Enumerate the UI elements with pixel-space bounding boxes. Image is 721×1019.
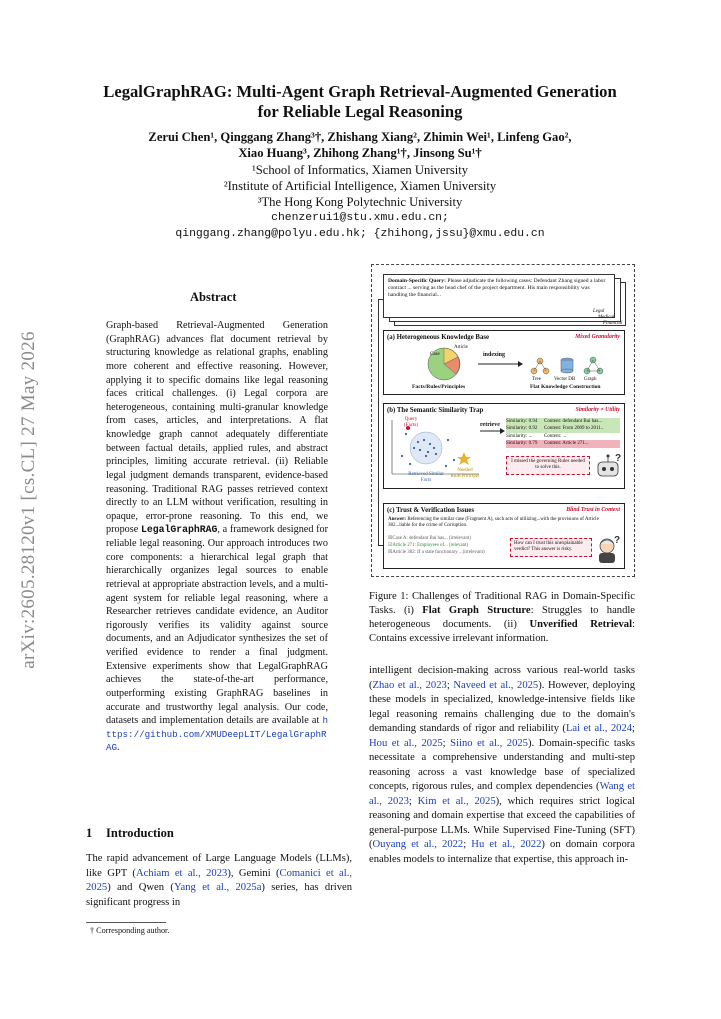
body-text: ), which requires strict logical reasoning and domain expertise that exceed the capabilities of general-purpose LLMs. While Supervised Fine-Tuning (SFT) ( [369,795,635,850]
panel-semantic-trap [383,403,625,489]
abstract-heading: Abstract [190,290,237,304]
stack-label-financial: Financial [603,321,623,326]
panel-c-tag: Blind Trust in Context [566,507,620,513]
body-text: ). However, deploying these models in specialized, knowledge-intensive fields like legal reasoning remains challenging due to the domain's demanding standards of rigor and reliability ( [369,679,635,734]
body-text: ; [463,839,472,850]
retrieve-label: retrieve [480,422,500,428]
email-line-2 [60,226,660,242]
evidence-text: Case A: defendant Bai has... (irrelevant) [392,536,471,541]
figure-1 [371,264,635,577]
tree-label: Tree [532,377,541,382]
article-label: Article [454,345,468,350]
body-text: intelligent decision-making across various real-world tasks ( [369,665,635,691]
footnote-divider [86,922,166,923]
intro-text: ), Gemini ( [227,867,280,879]
domain-stack-labels [593,309,623,327]
paper-header [60,82,660,242]
affiliation-3: ³The Hong Kong Polytechnic University [257,195,463,209]
affiliations [60,162,660,210]
case-label: Case [430,352,440,357]
answer-text: Referencing the similar case (Fragment A), such acts of utilizing...with the provisions of Article 382...liable for the crime of Corruption. [388,517,599,529]
arxiv-identifier [14,310,44,690]
retrieval-results [506,418,620,448]
author-list [60,129,660,161]
result-similarity: Similarity: 0.92 [506,426,538,432]
citation-link[interactable]: Comanici et al., 2025 [86,867,352,893]
abstract-text-2: , a framework designed for reliable legal reasoning. Our approach introduces two core components: a hierarchical legal graph that hierarchically organizes legal sources to enable retrieval at appropriate abstraction levels, and a multi-agent system for reliable legal reasoning, where a Researcher retrieves candidate evidence, an Auditor rigorously verifies its validity against source documents, and an Adjudicator synthesizes the set of verified evidence to render a final judgment. Extensive experiments show that LegalGraphRAG achieves the state-of-the-art performance, outperforming existing GraphRAG baselines in accurate and trustworthy legal analysis. Our code, datasets and implementation details are available at [106,524,328,727]
answer-label: Answer: [388,517,407,522]
figure-caption [369,590,635,646]
citation-link[interactable]: Yang et al., 2025a [173,882,262,893]
right-column-paragraph [369,664,635,867]
panel-trust-verification [383,503,625,569]
author-emails [60,210,660,242]
evidence-list [388,535,506,557]
svg-text:?: ? [614,535,621,546]
answer-block [388,517,620,530]
panel-a-title: (a) Heterogeneous Knowledge Base [387,334,490,341]
evidence-item-irrelevant: ☒Article 382: If a state functionary ...(irrelevant) [388,550,485,556]
body-text: ). Domain-specific tasks necessitate a comprehensive understanding and multi-step reasoning across a vast knowledge base of specialized concepts, rigorous rules, and complex dependencies ( [369,737,636,792]
needed-rule-label: Needed Rule/Principle [450,468,480,480]
citation-link[interactable]: Lai et al., 2024 [565,723,633,734]
result-row [506,433,620,440]
title-line-1: LegalGraphRAG: Multi-Agent Graph Retrieval-Augmented Generation [103,82,617,101]
caption-text: Figure 1: Challenges of Traditional RAG in Domain-Specific Tasks. (i) [369,591,635,616]
email-xmu[interactable]: {zhihong,jssu}@xmu.edu.cn [373,228,545,240]
intro-text: The rapid advancement of Large Language Models (LLMs), like GPT ( [86,853,352,879]
paper-title [60,82,660,122]
arxiv-id-text: arXiv:2605.28120v1 [cs.CL] 27 May 2026 [18,331,39,669]
intro-text: ) and Qwen ( [107,882,174,893]
evidence-item-irrelevant: ☒Case A: defendant Bai has... (irrelevant) [388,536,471,541]
result-similarity: Similarity: ... [506,433,533,439]
query-card [383,274,615,318]
abstract-text-1: Graph-based Retrieval-Augmented Generation (GraphRAG) advances flat document retrieval by structuring knowledge as relational graphs, enabling more coherent and effective reasoning. However, applying it to specific domains like legal reasoning faces critical challenges. (i) Legal corpora are heterogeneous, containing multi-granular knowledge from cases, articles, and interpretations. A flat knowledge graph cannot adequately differentiate between factual details, applied rules, and abstract principles, limiting accurate retrieval. (ii) Reliable legal judgment demands transparent, evidence-based reasoning. Traditional RAG passes retrieved context directly to an LLM without verification, resulting in opaque, error-prone reasoning. To this end, we propose [106,320,328,536]
abstract-end: . [117,742,120,754]
body-text: ; [446,679,454,691]
judge-icon [594,534,622,566]
query-label: Domain-Specific Query: [388,278,446,284]
section-title: Introduction [106,826,174,840]
authors-line-2: Xiao Huang³, Zhihong Zhang¹†, Jinsong Su¹† [238,146,482,160]
panel-c-title: (c) Trust & Verification Issues [387,507,474,514]
panel-a-tag: Mixed Granularity [575,334,620,340]
result-content: Content: Article 271... [544,441,589,447]
query-text-block [388,278,610,299]
intro-paragraph [86,852,352,910]
result-row [506,425,620,432]
citation-link[interactable]: Achiam et al., 2023 [135,867,228,879]
title-line-2: for Reliable Legal Reasoning [257,102,463,121]
missed-rules-bubble: I missed the governing Rules needed to solve this. [506,456,590,475]
affiliation-2: ²Institute of Artificial Intelligence, Xiamen University [223,179,497,193]
panel-b-title: (b) The Semantic Similarity Trap [387,407,484,414]
svg-text:?: ? [615,453,622,464]
body-text: ; [632,723,635,734]
email-polyu[interactable]: qinggang.zhang@polyu.edu.hk; [175,228,367,240]
citation-link[interactable]: Kim et al., 2025 [417,795,496,807]
section-heading-introduction [86,826,174,841]
citation-link[interactable]: Ouyang et al., 2022 [372,839,464,850]
intro-text: ) series, has driven significant progress in [86,882,352,908]
stack-label-legal: Legal [593,309,605,314]
evidence-text: Article 271: Employees of... (relevant) [392,543,469,549]
query-facts-label: Query (Facts) [404,417,418,429]
caption-bold: Flat Graph Structure [422,605,531,616]
result-content: Content: ... [544,433,567,439]
citation-link[interactable]: Zhao et al., 2023 [372,679,447,691]
indexing-label: indexing [483,352,506,358]
footnote: † Corresponding author. [90,926,170,935]
evidence-item-relevant: ☑Article 271: Employees of... (relevant) [388,543,469,549]
graph-label: Graph [584,377,597,382]
result-content: Content: From 2009 to 2011.. [544,426,604,432]
authors-line-1: Zerui Chen¹, Qinggang Zhang³†, Zhishang Xiang², Zhimin Wei¹, Linfeng Gao², [148,130,572,144]
section-number: 1 [86,826,93,840]
robot-icon [594,452,622,482]
result-row [506,440,620,447]
citation-link[interactable]: Hou et al., 2025 [369,737,443,749]
body-text: ; [442,737,451,749]
result-row [506,418,620,425]
body-text: ; [408,795,418,807]
abstract-body [106,319,328,755]
caption-bold: Unverified Retrieval [529,619,633,630]
result-similarity: Similarity: 0.94 [506,419,538,424]
connector-v [378,299,379,545]
citation-link[interactable]: Wang et al., 2023 [369,781,635,807]
affiliation-1: ¹School of Informatics, Xiamen University [251,163,469,177]
needed-rule-star [457,452,471,465]
email-line-1[interactable]: chenzerui1@stu.xmu.edu.cn; [271,212,449,224]
caption-text: : Contains excessive irrelevant information. [369,619,635,644]
result-content: Content: defendant Bai has... [544,419,603,424]
panel-b-tag: Similarity ≠ Utility [575,407,620,413]
body-text: ) on domain corpora enables models to internalize that expertise, this approach in- [369,839,636,865]
system-name: LegalGraphRAG [140,524,218,536]
flat-construction-caption: Flat Knowledge Construction [530,384,601,390]
citation-link[interactable]: Siino et al., 2025 [450,737,528,749]
caption-text: : Struggles to handle heterogeneous documents. (ii) [369,605,636,630]
stack-label-medical: Medical [598,315,615,320]
query-text: Please adjudicate the following cases: Defendant Zhang signed a labor contract ... serving as the head chef of the project department. His main responsibility was handling the financial... [388,278,606,298]
citation-link[interactable]: Hu et al., 2022 [471,839,542,850]
result-similarity: Similarity: 0.79 [506,441,538,447]
evidence-text: Article 382: If a state functionary ...(irrelevant) [392,550,485,556]
risky-verdict-bubble: How can I trust this unexplainable verdict? This answer is risky. [510,538,592,557]
retrieved-facts-label: Retrieved Similar Facts [408,472,444,484]
facts-rules-caption: Facts/Rules/Principles [412,384,466,390]
citation-link[interactable]: Naveed et al., 2025 [453,679,539,691]
code-url-link[interactable]: https://github.com/XMUDeepLIT/LegalGraphRAG [106,715,329,754]
panel-heterogeneous-knowledge [383,330,625,395]
vector-db-label: Vector DB [554,377,576,382]
